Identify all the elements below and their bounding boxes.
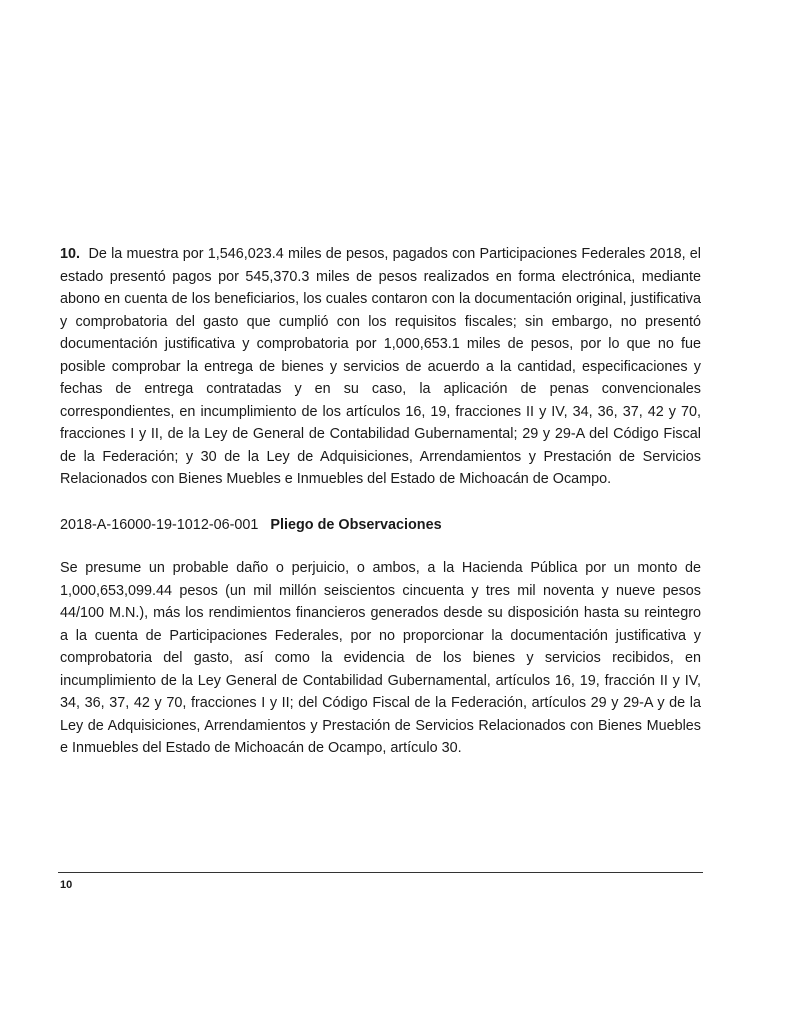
- paragraph-10-text: De la muestra por 1,546,023.4 miles de pesos, pagados con Participaciones Federales 2018, el estado presentó pagos por 545,370.3 miles de pesos realizados en forma electrónica, mediante abono en cuenta de los beneficiarios, los cuales contaron con la documentación original, justificativa y comprobatoria del gasto que cumplió con los requisitos fiscales; sin embargo, no presentó documentación justificativa y comprobatoria por 1,000,653.1 miles de pesos, por lo que no fue posible comprobar la entrega de bienes y servicios de acuerdo a la cantidad, especificaciones y fechas de entrega contratadas y en su caso, la aplicación de penas convencionales correspondientes, en incumplimiento de los artículos 16, 19, fracciones II y IV, 34, 36, 37, 42 y 70, fracciones I y II, de la Ley de General de Contabilidad Gubernamental; 29 y 29-A del Código Fiscal de la Federación; y 30 de la Ley de Adquisiciones, Arrendamientos y Prestación de Servicios Relacionados con Bienes Muebles e Inmuebles del Estado de Michoacán de Ocampo.: [60, 246, 701, 487]
- observation-body: Se presume un probable daño o perjuicio, o ambos, a la Hacienda Pública por un monto de 1,000,653,099.44 pesos (un mil millón seiscientos cincuenta y tres mil noventa y nueve pesos 44/100 M.N.), más los rendimientos financieros generados desde su disposición hasta su reintegro a la cuenta de Participaciones Federales, por no proporcionar la documentación justificativa y comprobatoria del gasto, así como la evidencia de los bienes y servicios recibidos, en incumplimiento de la Ley General de Contabilidad Gubernamental, artículos 16, 19, fracción II y IV, 34, 36, 37, 42 y 70, fracciones I y II; del Código Fiscal de la Federación, artículos 29 y 29-A y de la Ley de Adquisiciones, Arrendamientos y Prestación de Servicios Relacionados con Bienes Muebles e Inmuebles del Estado de Michoacán de Ocampo, artículo 30.: [60, 560, 701, 756]
- observation-title: Pliego de Observaciones: [270, 517, 442, 533]
- page-number: 10: [60, 879, 73, 891]
- paragraph-10: [60, 243, 701, 491]
- observation-heading: [60, 514, 701, 537]
- paragraph-number: 10.: [60, 246, 81, 262]
- observation-code: 2018-A-16000-19-1012-06-001: [60, 517, 259, 533]
- footer-divider: [58, 872, 703, 873]
